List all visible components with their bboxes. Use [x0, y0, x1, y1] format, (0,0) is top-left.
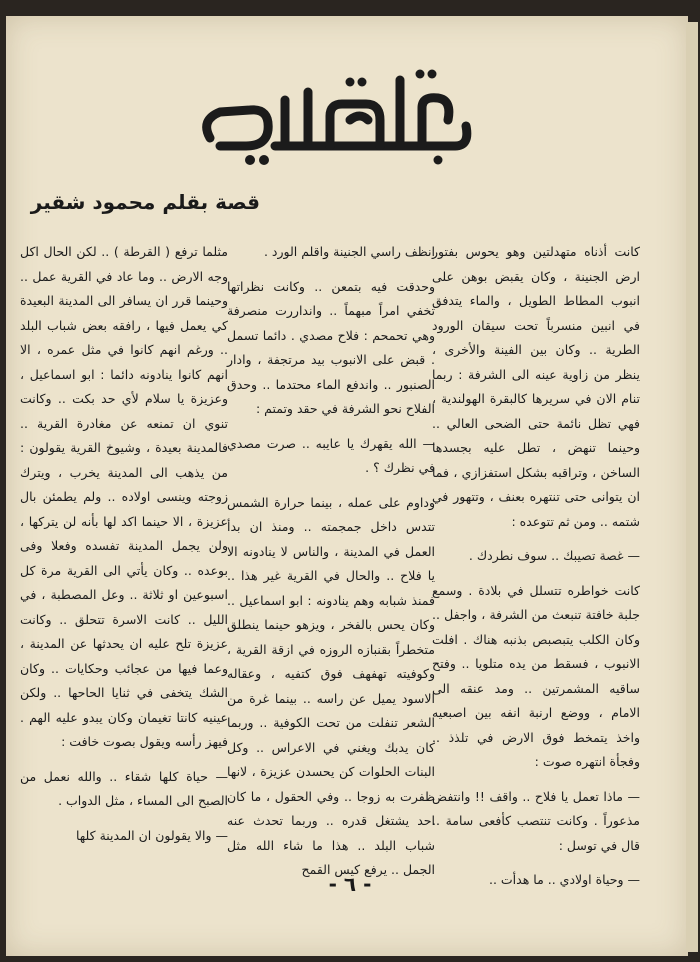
page-number: - ٦ -	[328, 872, 372, 896]
paragraph: انظف راسي الجنينة واقلم الورد .	[263, 244, 435, 259]
paragraph: — غصة تصيبك .. سوف نطردك .	[468, 548, 640, 563]
paragraph: — الله يقهرك يا عايبه .. صرت مصدي في نظرك ؟ .	[227, 435, 435, 475]
svg-text:بقرة البستاني: بقرة البستاني	[332, 168, 338, 169]
paragraph: كانت خواطره تتسلل في بلادة . وسمع جلبة خافتة تنبعث من الشرفة ، واجفل .. وكان الكلب يتبصبص بذنبه هناك . افلت الانبوب ، فسقط من يده متلويا .. وفتح ساقيه المشمرتين .. ومد عنقه الى الامام ، ووضع ارنبة انفه بين اصبعيه واخذ يتمخط فوق الارض في تلذذ .. وفجأة انتهره صوت :	[432, 582, 640, 769]
paragraph: وحدقت فيه بتمعن .. وكانت نظراتها تخفي امراً مبهماً .. وانداررت منصرفة وهي تحمحم : فلاح مصدي . دائما تسمل . قبض على الانبوب بيد مرتجفة ، وادار الصنبور .. واندفع الماء محتدما .. وحدق الفلاح نحو الشرفة في حقد وتمتم :	[227, 278, 435, 416]
text-column-left	[20, 240, 228, 858]
text-column-middle	[227, 240, 435, 893]
paragraph: — والا يقولون ان المدينة كلها	[75, 827, 228, 843]
paragraph: مثلما ترفع ( القرطة ) .. لكن الحال اكل وجه الارض .. وما عاد في القرية عمل .. وحينما قرر ان يسافر الى المدينة البعيدة كي يعمل فيها ، رافقه بعض شباب البلد .. ورغم انهم كانوا في مثل عمره ، الا انهم كانوا ينادونه دائما : ابو اسماعيل ، وعزيزة يا سلام لأي حد بكت .. وكانت تنوي ان تمنعه عن مغادرة القرية .. فالمدينة بعيدة ، وشيوخ القرية يقولون : من يذهب الى المدينة يخرب ، ويترك زوجته وينسى اولاده .. ولم يطمئن بال عزيزة ، الا حينما اكد لها بأنه لن يتركها ، ولن يجمل المدينة تفسده وفعلا وفى بوعده .. وكان يأتي الى القرية مرة كل اسبوعين او ثلاثة .. وعل المصطبة ، في الليل .. كانت الاسرة تتحلق .. وكانت عزيزة تلح عليه ان يحدثها عن المدينة ، وعما فيها من عجائب وحكايات .. وكان الشك يتخفى في ثنايا الحاحها .. ولكن عينيه كانتا تغيمان وكان يبدو عليه الهم . فيهز رأسه ويقول بصوت خافت :	[20, 244, 228, 749]
text-column-right	[432, 240, 640, 903]
paragraph: — حياة كلها شقاء .. والله نعمل من الصبح الى المساء ، مثل الدواب .	[20, 768, 228, 808]
paragraph: كانت أذناه متهدلتين وهو يحوس بفتور ارض الجنينة ، وكان يقبض بوهن على انبوب المطاط الطويل ، والماء يتدفق في انبين منسرباً تحت سيقان الورود الطرية .. وكان بين الفينة والأخرى ، ينظر من زاوية عينه الى الشرفة : ربما تنام الان في سريرها كالبقرة الهولندية ، فهي تظل نائمة حتى الضحى العالي .. وحينما تنهض ، تطل عليه بجسدها الساخن ، وتراقبه بشكل استفزازي ، فما ان يتوانى حتى تنتهره بعنف ، وتتهور في شتمه .. ومن ثم تتوعده :	[432, 244, 640, 529]
paragraph: — ماذا تعمل يا فلاح .. واقف !! وانتفض مذعوراً . وكانت تنتصب كأفعى سامة .. قال في توسل :	[432, 788, 640, 853]
story-title-calligraphy	[190, 60, 480, 170]
paragraph: وداوم على عمله ، بينما حرارة الشمس تتدس داخل جمجمته .. ومنذ ان بدأ العمل في المدينة ، والناس لا ينادونه الا يا فلاح .. والحال في القرية غير هذا .. فمنذ شبابه وهم ينادونه : ابو اسماعيل .. وكان يحس بالفخر ، ويزهو حينما ينطلق متخطراً بقنبازه الروزه في ازقة القرية ، وكوفيته تهفهف فوق كتفيه ، وعقاله الاسود يميل عن راسه .. بينما غرة من الشعر تنفلت من تحت الكوفية .. وربما كان يدبك ويغني في الاعراس .. وكل البنات الحلوات كن يحسدن عزيزة ، لانها ظفرت به زوجا .. وفي الحقول ، ما كان احد يشتغل قدره .. وربما تحدث عنه شباب البلد .. هذا ما شاء الله مثل الجمل .. يرفع كيس القمح	[227, 494, 435, 877]
page-edge	[686, 22, 698, 952]
title-logo	[190, 60, 480, 170]
byline: قصة بقلم محمود شقير	[30, 190, 260, 214]
paragraph: — وحياة اولادي .. ما هدأت ..	[488, 872, 640, 887]
